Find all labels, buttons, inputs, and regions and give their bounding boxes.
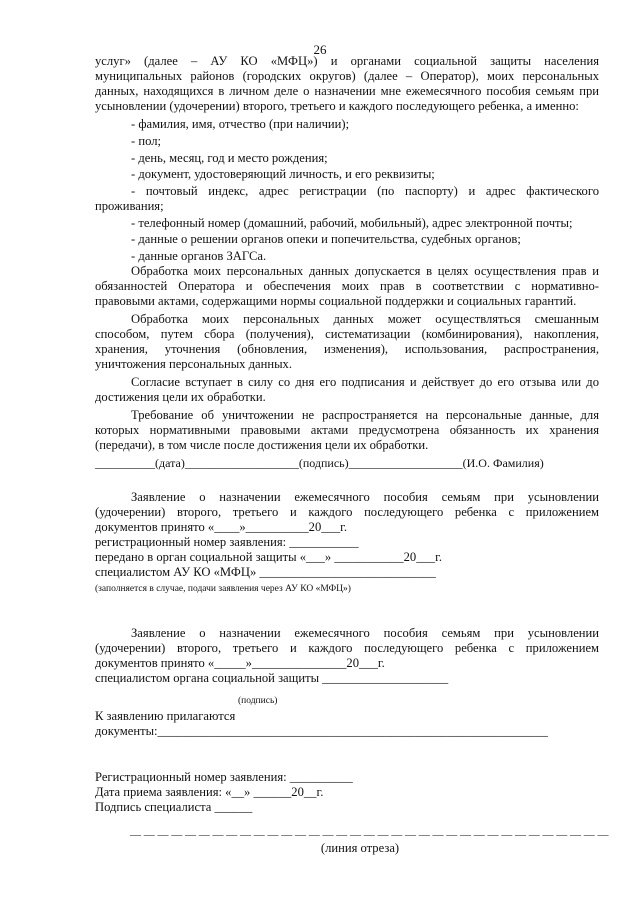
- paragraph-line: хранения, уточнения (обновления, изменения), использования, распространения,: [95, 342, 599, 356]
- tear-line: Дата приема заявления: «__» ______20__г.: [95, 785, 324, 799]
- paragraph-line: (передачи), в том числе после достижения цели их обработки.: [95, 438, 429, 452]
- consent-line: муниципальных районов (городских округов) (далее – Оператор), моих персональных: [95, 69, 599, 83]
- cut-line-label: (линия отреза): [320, 841, 400, 855]
- paragraph-line: достижения цели их обработки.: [95, 390, 266, 404]
- receipt-line: (удочерении) второго, третьего и каждого последующего ребенка с приложением: [95, 505, 599, 519]
- paragraph-line: которых нормативными правовыми актами предусмотрена обязанность их хранения: [95, 423, 599, 437]
- cut-line: — — — — — — — — — — — — — — — — — — — — — — — — — — — — — — — — — — —: [130, 829, 609, 841]
- receipt-line: (удочерении) второго, третьего и каждого последующего ребенка с приложением: [95, 641, 599, 655]
- receipt-line: Заявление о назначении ежемесячного пособия семьям при усыновлении: [131, 490, 599, 504]
- data-item: - документ, удостоверяющий личность, и его реквизиты;: [131, 167, 435, 181]
- paragraph-line: обязанностей Оператора и обеспечения моих прав в соответствии с нормативно-: [95, 279, 599, 293]
- receipt-note: (заполняется в случае, подачи заявления через АУ КО «МФЦ»): [95, 584, 351, 594]
- receipt-line: документы:______________________________________________________________: [95, 724, 548, 738]
- receipt-line: Заявление о назначении ежемесячного пособия семьям при усыновлении: [131, 626, 599, 640]
- paragraph-line: уничтожения персональных данных.: [95, 357, 292, 371]
- receipt-line: документов принято «_____»_______________20___г.: [95, 656, 385, 670]
- receipt-line: документов принято «____»__________20___г.: [95, 520, 348, 534]
- receipt-line: передано в орган социальной защиты «___» ___________20___г.: [95, 550, 442, 564]
- paragraph-line: Обработка моих персональных данных может осуществляться смешанным: [131, 312, 599, 326]
- tear-line: Подпись специалиста ______: [95, 800, 253, 814]
- receipt-line: регистрационный номер заявления: ___________: [95, 535, 359, 549]
- receipt-line: специалистом АУ КО «МФЦ» ____________________________: [95, 565, 436, 579]
- paragraph-line: Обработка моих персональных данных допускается в целях осуществления прав и: [131, 264, 599, 278]
- data-item: - телефонный номер (домашний, рабочий, мобильный), адрес электронной почты;: [131, 216, 573, 230]
- data-item: - почтовый индекс, адрес регистрации (по паспорту) и адрес фактического: [131, 184, 599, 198]
- receipt-line: специалистом органа социальной защиты ____________________: [95, 671, 449, 685]
- consent-line: услуг» (далее – АУ КО «МФЦ») и органами социальной защиты населения: [95, 54, 599, 68]
- consent-line: усыновлении (удочерении) второго, третьего и каждого последующего ребенка, а именно:: [95, 99, 579, 113]
- consent-line: данных, находящихся в личном деле о назначении мне ежемесячного пособия семьям при: [95, 84, 599, 98]
- data-item: - пол;: [131, 134, 161, 148]
- data-item: - данные о решении органов опеки и попечительства, судебных органов;: [131, 232, 521, 246]
- signature-caption: (подпись): [238, 696, 278, 706]
- data-item: - данные органов ЗАГСа.: [131, 249, 267, 263]
- paragraph-line: Требование об уничтожении не распространяется на персональные данные, для: [131, 408, 599, 422]
- paragraph-line: способом, путем сбора (получения), систематизации (комбинирования), накопления,: [95, 327, 599, 341]
- paragraph-line: правовыми актами, содержащими нормы социальной поддержки и социальных гарантий.: [95, 294, 577, 308]
- data-item: проживания;: [95, 199, 164, 213]
- signature-line: __________(дата)___________________(подпись)___________________(И.О. Фамилия): [95, 456, 544, 470]
- data-item: - фамилия, имя, отчество (при наличии);: [131, 117, 350, 131]
- page-number: 26: [313, 42, 327, 57]
- data-item: - день, месяц, год и место рождения;: [131, 151, 328, 165]
- receipt-line: К заявлению прилагаются: [95, 709, 236, 723]
- tear-line: Регистрационный номер заявления: __________: [95, 770, 353, 784]
- paragraph-line: Согласие вступает в силу со дня его подписания и действует до его отзыва или до: [131, 375, 599, 389]
